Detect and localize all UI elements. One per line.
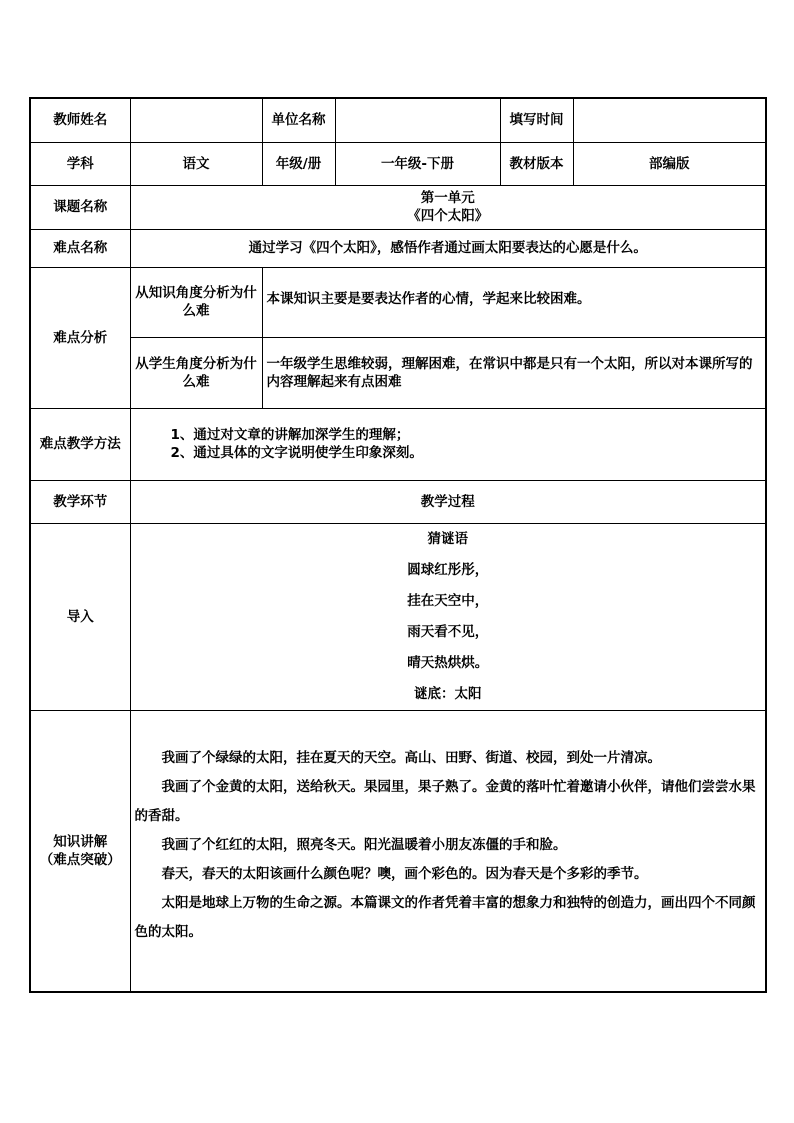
grade-label: 年级/册	[262, 142, 335, 185]
intro-row	[30, 523, 766, 710]
knowledge-label-main: 知识讲解	[53, 833, 108, 850]
riddle-line: 圆球红彤彤，	[407, 561, 489, 578]
topic-unit: 第一单元	[420, 190, 475, 206]
unit-name-value	[335, 98, 500, 142]
student-angle-label: 从学生角度分析为什么难	[130, 337, 262, 408]
fill-date-value	[573, 98, 766, 142]
difficulty-row	[30, 229, 766, 267]
info-row	[30, 142, 766, 185]
knowledge-label-sub: （难点突破）	[39, 851, 121, 868]
knowledge-label	[30, 710, 130, 992]
difficulty-label: 难点名称	[30, 229, 130, 267]
subject-value: 语文	[130, 142, 262, 185]
fill-date-label: 填写时间	[500, 98, 573, 142]
knowledge-paragraph: 我画了个红红的太阳，照亮冬天。阳光温暖着小朋友冻僵的手和脸。	[161, 836, 567, 853]
method-item: 1、通过对文章的讲解加深学生的理解；	[170, 427, 410, 443]
difficulty-value: 通过学习《四个太阳》，感悟作者通过画太阳要表达的心愿是什么。	[130, 229, 766, 267]
knowledge-paragraph: 我画了个金黄的太阳，送给秋天。果园里，果子熟了。金黄的落叶忙着邀请小伙伴，请他们尝尝水果的香甜。	[134, 778, 756, 824]
knowledge-angle-label: 从知识角度分析为什么难	[130, 267, 262, 337]
textbook-value: 部编版	[573, 142, 766, 185]
topic-label: 课题名称	[30, 185, 130, 229]
header-row	[30, 98, 766, 142]
riddle-line: 挂在天空中，	[407, 592, 489, 609]
riddle-answer: 谜底：太阳	[414, 685, 482, 702]
teacher-name-label: 教师姓名	[30, 98, 130, 142]
knowledge-paragraph: 太阳是地球上万物的生命之源。本篇课文的作者凭着丰富的想象力和独特的创造力，画出四个不同颜色的太阳。	[134, 894, 756, 940]
topic-row	[30, 185, 766, 229]
riddle-block	[130, 523, 766, 710]
process-header-row	[30, 480, 766, 523]
riddle-line: 雨天看不见，	[407, 623, 489, 640]
knowledge-text	[130, 710, 766, 992]
method-label: 难点教学方法	[30, 408, 130, 480]
textbook-label: 教材版本	[500, 142, 573, 185]
topic-title: 《四个太阳》	[407, 208, 489, 224]
method-row	[30, 408, 766, 480]
grade-value: 一年级-下册	[335, 142, 500, 185]
knowledge-paragraph: 春天，春天的太阳该画什么颜色呢？噢，画个彩色的。因为春天是个多彩的季节。	[161, 865, 648, 882]
student-angle-value: 一年级学生思维较弱，理解困难，在常识中都是只有一个太阳，所以对本课所写的内容理解起来有点困难	[262, 337, 766, 408]
analysis-knowledge-row	[30, 267, 766, 337]
teacher-name-value	[130, 98, 262, 142]
unit-name-label: 单位名称	[262, 98, 335, 142]
subject-label: 学科	[30, 142, 130, 185]
topic-value	[130, 185, 766, 229]
knowledge-row	[30, 710, 766, 992]
riddle-title: 猜谜语	[427, 530, 468, 547]
analysis-label: 难点分析	[30, 267, 130, 408]
knowledge-angle-value: 本课知识主要是要表达作者的心情，学起来比较困难。	[262, 267, 766, 337]
riddle-line: 晴天热烘烘。	[407, 654, 489, 671]
process-label: 教学过程	[130, 480, 766, 523]
method-list	[130, 408, 766, 480]
knowledge-paragraph: 我画了个绿绿的太阳，挂在夏天的天空。高山、田野、街道、校园，到处一片清凉。	[161, 749, 661, 766]
stage-label: 教学环节	[30, 480, 130, 523]
lesson-plan-table	[29, 97, 767, 993]
analysis-student-row	[30, 337, 766, 408]
method-item: 2、通过具体的文字说明使学生印象深刻。	[170, 445, 423, 461]
intro-label: 导入	[30, 523, 130, 710]
